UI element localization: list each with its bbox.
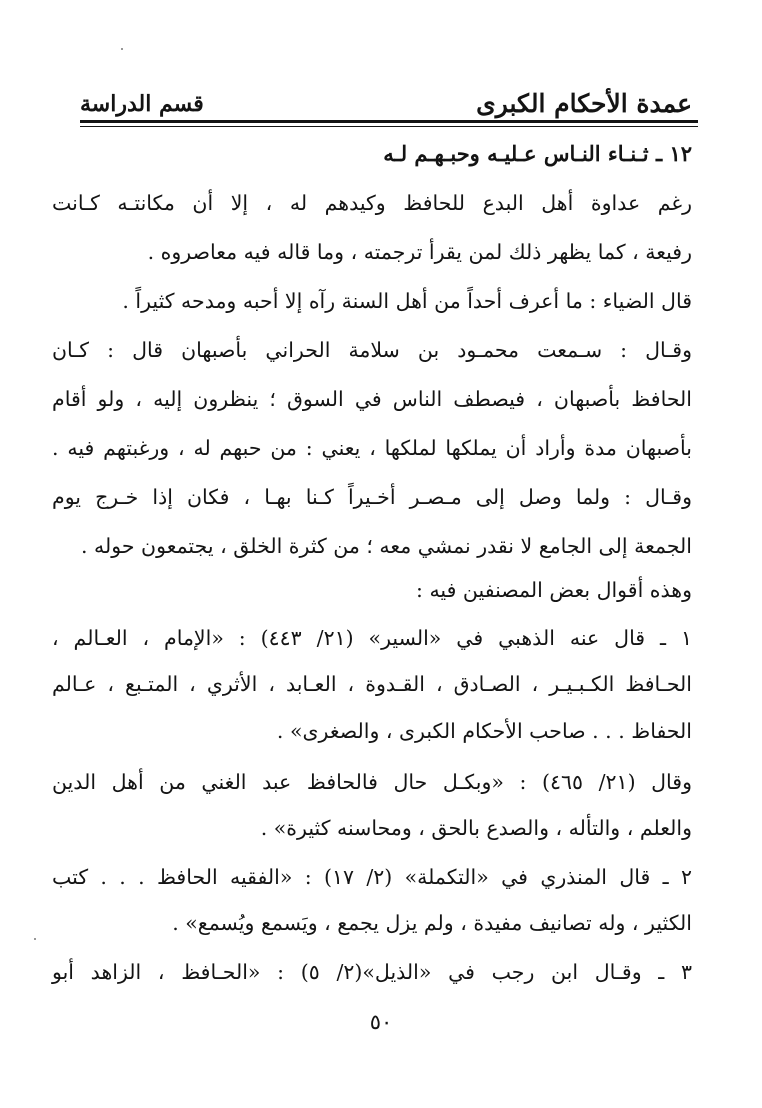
text-line: وقال (٢١/ ٤٦٥) : «وبكـل حال فالحافظ عبد الغني من أهل الدين (52, 770, 692, 794)
text-line: الجمعة إلى الجامع لا نقدر نمشي معه ؛ من كثرة الخلق ، يجتمعون حوله . (81, 534, 692, 558)
text-line: ١ ـ قال عنه الذهبي في «السير» (٢١/ ٤٤٣) : «الإمام ، العـالم ، (52, 626, 693, 650)
text-line: الحافظ بأصبهان ، فيصطف الناس في السوق ؛ ينظرون إليه ، ولو أقام (52, 387, 692, 411)
running-header (80, 86, 692, 122)
text-line: والعلم ، والتأله ، والصدع بالحق ، ومحاسنه كثيرة» . (260, 816, 692, 840)
scan-speck (121, 48, 123, 50)
text-line: قال الضياء : ما أعرف أحداً من أهل السنة رآه إلا أحبه ومدحه كثيراً . (122, 289, 692, 313)
text-line: ٣ ـ وقـال ابن رجب في «الذيل»(٢/ ٥) : «الحـافظ ، الزاهد أبو (52, 960, 693, 984)
header-rule (80, 120, 698, 123)
text-line: وهذه أقوال بعض المصنفين فيه : (416, 578, 692, 602)
scan-speck (34, 938, 36, 940)
text-line: الحـافظ الكـبـيـر ، الصـادق ، القـدوة ، العـابد ، الأثري ، المتـبع ، عـالم (52, 672, 692, 696)
header-rule-thin (80, 126, 698, 127)
text-line: رغم عداوة أهل البدع للحافظ وكيدهم له ، إلا أن مكانتـه كـانت (52, 191, 692, 215)
text-line: رفيعة ، كما يظهر ذلك لمن يقرأ ترجمته ، وما قاله فيه معاصروه . (147, 240, 692, 264)
text-line: الحفاظ . . . صاحب الأحكام الكبرى ، والصغرى» . (276, 719, 692, 743)
chapter-heading: ١٢ ـ ثـنـاء النـاس عـليـه وحبـهـم لـه (383, 141, 692, 166)
book-title: عمدة الأحكام الكبرى (476, 89, 692, 118)
text-line: ٢ ـ قال المنذري في «التكملة» (٢/ ١٧) : «الفقيه الحافظ . . . كتب (52, 865, 692, 889)
text-line: بأصبهان مدة وأراد أن يملكها لملكها ، يعني : من حبهم له ، ورغبتهم فيه . (52, 436, 692, 460)
text-line: وقـال : سـمعت محمـود بن سلامة الحراني بأصبهان قال : كـان (52, 338, 692, 362)
section-title: قسم الدراسة (80, 91, 204, 117)
page-number: ٥٠ (369, 1010, 393, 1034)
text-line: وقـال : ولما وصل إلى مـصـر أخـيراً كـنا بهـا ، فكان إذا خـرج يوم (52, 485, 692, 509)
text-line: الكثير ، وله تصانيف مفيدة ، ولم يزل يجمع ، ويَسمع ويُسمع» . (172, 911, 692, 935)
